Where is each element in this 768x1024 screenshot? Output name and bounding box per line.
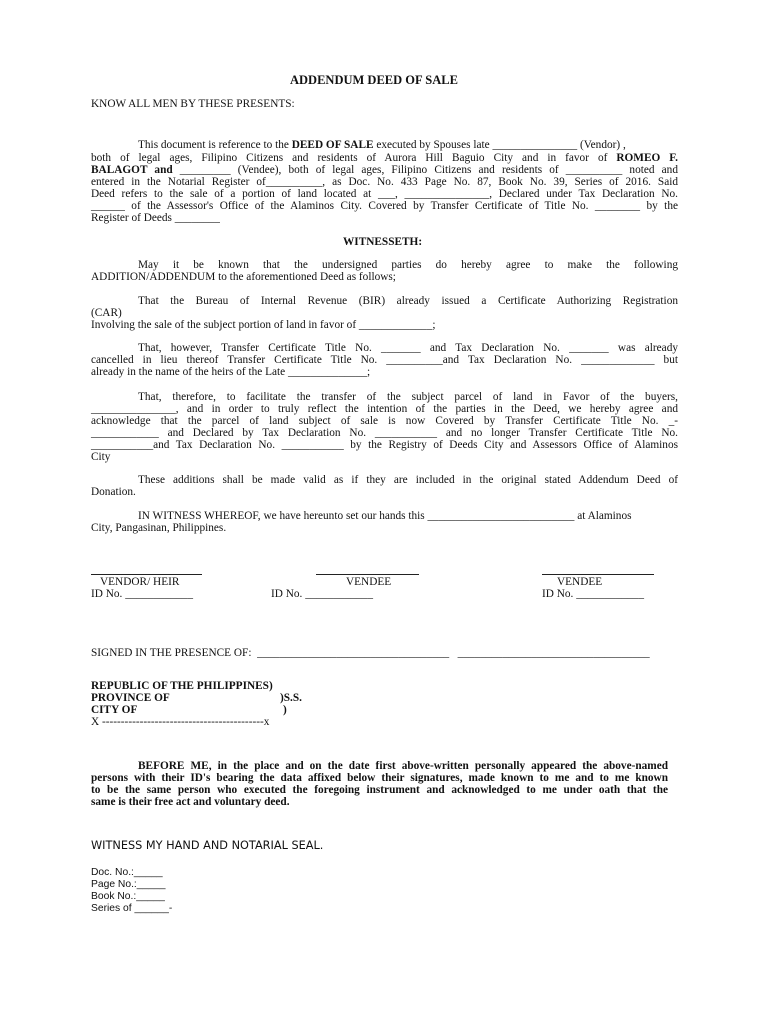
para5-line6: City (91, 451, 111, 463)
ack-line1: BEFORE ME, in the place and on the date first above-written personally appeared the above-named (138, 760, 668, 772)
signature-id-vendor: ID No. ____________ (91, 588, 193, 600)
para6-line1: These additions shall be made valid as if they are included in the original stated Addendum Deed of (138, 474, 678, 486)
vendee-name-part1: ROMEO F. (616, 152, 678, 164)
document-title: ADDENDUM DEED OF SALE (290, 73, 458, 87)
venue-ss: )S.S. (280, 692, 302, 704)
para5-line3: acknowledge that the parcel of land subject of sale is now Covered by Transfer Certificate Title No. _- (91, 415, 678, 427)
vendee-name-part2: BALAGOT and (91, 164, 173, 176)
para5-line1: That, therefore, to facilitate the transfer of the subject parcel of land in Favor of the buyers, (138, 391, 678, 403)
para1-line1-text: This document is reference to the (138, 139, 292, 151)
para4-line1: That, however, Transfer Certificate Title No. _______ and Tax Declaration No. _______ was already (138, 342, 678, 354)
venue-province: PROVINCE OF (91, 692, 170, 704)
ack-line3: to be the same person who executed the foregoing instrument and acknowledged to me under oath that the (91, 784, 668, 796)
para7-line2: City, Pangasinan, Philippines. (91, 522, 227, 534)
para1-line1-rest: executed by Spouses late _______________ (Vendor) , (373, 139, 626, 151)
witnesseth-heading: WITNESSETH: (343, 236, 423, 248)
para2-line1: May it be known that the undersigned parties do hereby agree to make the following (138, 259, 678, 271)
para1-line3 (91, 164, 678, 176)
para3-line3: Involving the sale of the subject portion of land in favor of _____________; (91, 319, 436, 331)
notarial-doc-no: Doc. No.:_____ (91, 867, 163, 878)
signature-role-vendor: VENDOR/ HEIR (100, 576, 180, 588)
signature-line-vendor[interactable] (91, 574, 202, 575)
para1-line6: ______ of the Assessor's Office of the Alaminos City. Covered by Transfer Certificate of Title No. ________ by the (91, 200, 678, 212)
ack-line4: same is their free act and voluntary deed. (91, 796, 290, 808)
venue-republic: REPUBLIC OF THE PHILIPPINES) (91, 680, 273, 692)
notarial-series: Series of ______- (91, 903, 173, 914)
para5-line2: _______________, and in order to truly reflect the intention of the parties in the Deed, we hereby agree and (91, 403, 678, 415)
venue-city-bracket: ) (283, 704, 287, 716)
para3-line2: (CAR) (91, 307, 122, 319)
para5-line4: ____________ and Declared by Tax Declaration No. ___________ and no longer Transfer Certificate Title No. (91, 427, 678, 439)
signature-role-vendee-2: VENDEE (557, 576, 603, 588)
para1-line1 (138, 139, 626, 151)
signature-line-vendee-1[interactable] (316, 574, 419, 575)
para2-line2: ADDITION/ADDENDUM to the aforementioned Deed as follows; (91, 271, 396, 283)
venue-separator: X -------------------------------------------x (91, 716, 270, 728)
signature-id-vendee-1: ID No. ____________ (271, 588, 373, 600)
para1-line7: Register of Deeds ________ (91, 212, 220, 224)
intro-line: KNOW ALL MEN BY THESE PRESENTS: (91, 98, 295, 110)
deed-of-sale-label: DEED OF SALE (291, 139, 374, 151)
signature-role-vendee-1: VENDEE (346, 576, 392, 588)
para1-line2 (91, 152, 678, 164)
signed-in-presence: SIGNED IN THE PRESENCE OF: __________________________________ __________________________________ (91, 647, 650, 659)
para1-line2-text: both of legal ages, Filipino Citizens and residents of Aurora Hill Baguio City and in favor of (91, 152, 617, 164)
para3-line1: That the Bureau of Internal Revenue (BIR) already issued a Certificate Authorizing Registration (138, 295, 678, 307)
para7-line1: IN WITNESS WHEREOF, we have hereunto set our hands this __________________________ at Alaminos (138, 510, 632, 522)
ack-line2: persons with their ID's bearing the data affixed below their signatures, made known to me and to me known (91, 772, 668, 784)
venue-city: CITY OF (91, 704, 138, 716)
notarial-book-no: Book No.:_____ (91, 891, 165, 902)
signature-id-vendee-2: ID No. ____________ (542, 588, 644, 600)
para6-line2: Donation. (91, 486, 136, 498)
para1-line5: Deed refers to the sale of a portion of land located at ___, _______________, Declared under Tax Declaration No. (91, 188, 678, 200)
para1-line3-text: _________ (Vendee), both of legal ages, Filipino Citizens and residents of __________ noted and (172, 164, 678, 176)
para5-line5: ___________and Tax Declaration No. ___________ by the Registry of Deeds City and Assessors Office of Alaminos (91, 439, 678, 451)
para4-line2: cancelled in lieu thereof Transfer Certificate Title No. __________and Tax Declaration No. _____________ but (91, 354, 678, 366)
notarial-page-no: Page No.:_____ (91, 879, 166, 890)
signature-line-vendee-2[interactable] (542, 574, 654, 575)
para1-line4: entered in the Notarial Register of__________, as Doc. No. 433 Page No. 87, Book No. 39, Series of 2016. Said (91, 176, 678, 188)
para4-line3: already in the name of the heirs of the Late ______________; (91, 366, 371, 378)
witness-hand-seal: WITNESS MY HAND AND NOTARIAL SEAL. (91, 839, 324, 852)
